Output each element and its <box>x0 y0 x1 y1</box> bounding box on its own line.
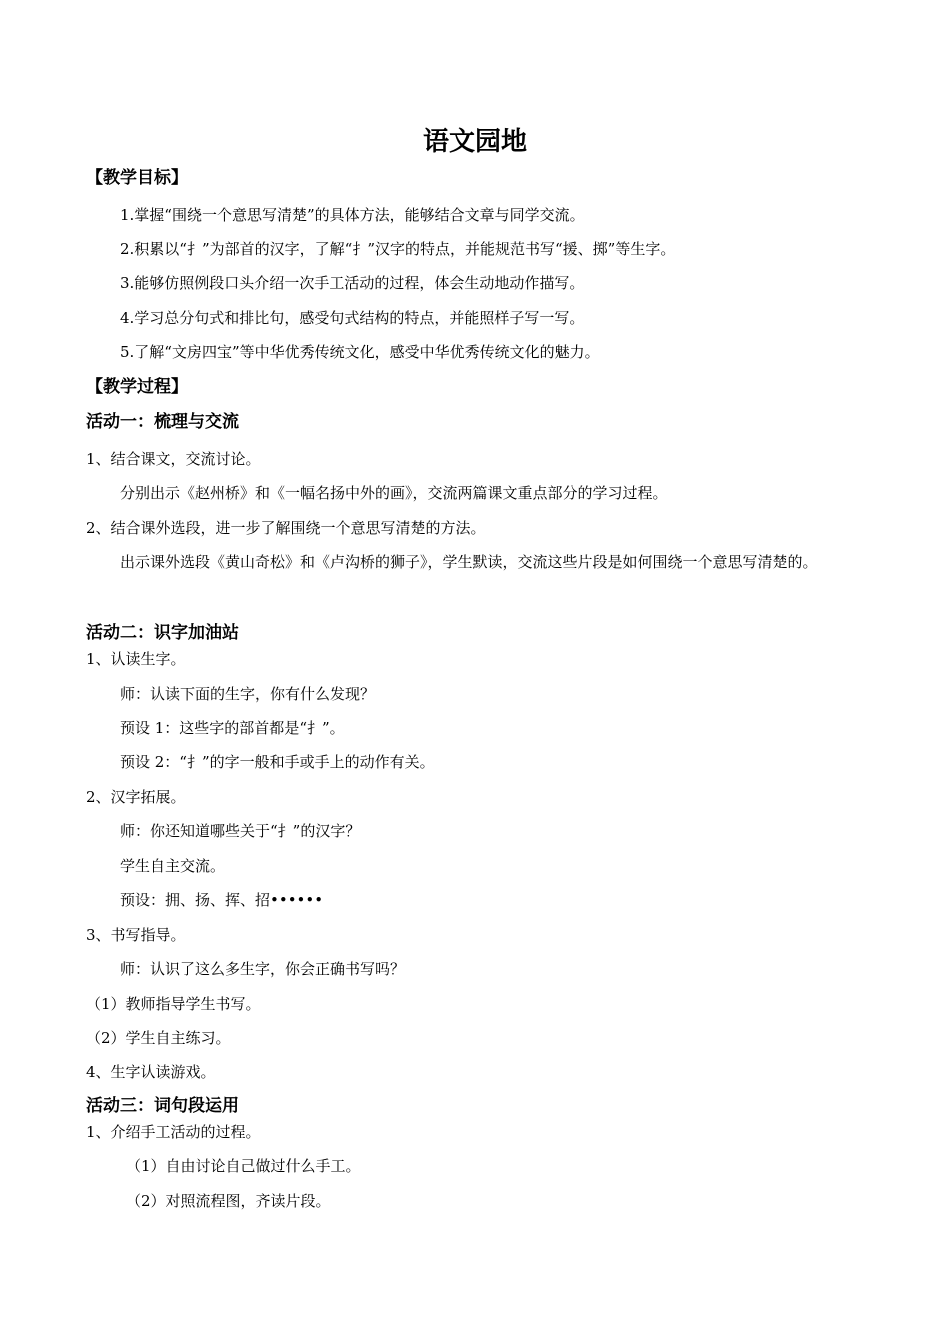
activity2-step3-c: （2）学生自主练习。 <box>86 1029 231 1047</box>
activity1-step1: 1、结合课文，交流讨论。 <box>86 450 261 468</box>
activity2-step3-b: （1）教师指导学生书写。 <box>86 995 261 1013</box>
activity2-step2-b: 学生自主交流。 <box>120 857 226 875</box>
activity2-step4: 4、生字认读游戏。 <box>86 1063 216 1081</box>
activity2-step3: 3、书写指导。 <box>86 926 186 944</box>
goal-item-2: 2.积累以“扌”为部首的汉字，了解“扌”汉字的特点，并能规范书写“援、掷”等生字。 <box>120 240 676 258</box>
activity3-step1-a: （1）自由讨论自己做过什么手工。 <box>126 1157 361 1175</box>
activity2-step2: 2、汉字拓展。 <box>86 788 186 806</box>
activity1-title: 活动一：梳理与交流 <box>86 412 239 432</box>
goal-item-3: 3.能够仿照例段口头介绍一次手工活动的过程，体会生动地动作描写。 <box>120 274 585 292</box>
activity2-step2-a: 师：你还知道哪些关于“扌”的汉字？ <box>120 822 361 840</box>
activity2-step1-a: 师：认读下面的生字，你有什么发现？ <box>120 685 376 703</box>
process-heading: 【教学过程】 <box>86 377 188 397</box>
goal-item-5: 5.了解“文房四宝”等中华优秀传统文化，感受中华优秀传统文化的魅力。 <box>120 343 600 361</box>
activity2-step1: 1、认读生字。 <box>86 650 186 668</box>
activity2-step1-c: 预设 2：“扌”的字一般和手或手上的动作有关。 <box>120 753 435 771</box>
goal-item-1: 1.掌握“围绕一个意思写清楚”的具体方法，能够结合文章与同学交流。 <box>120 206 585 224</box>
activity2-title: 活动二：识字加油站 <box>86 623 239 643</box>
activity3-title: 活动三：词句段运用 <box>86 1096 239 1116</box>
goals-heading: 【教学目标】 <box>86 168 188 188</box>
activity1-step2-text: 出示课外选段《黄山奇松》和《卢沟桥的狮子》，学生默读，交流这些片段是如何围绕一个意思写清楚的。 <box>120 553 818 571</box>
activity3-step1: 1、介绍手工活动的过程。 <box>86 1123 261 1141</box>
activity3-step1-b: （2）对照流程图，齐读片段。 <box>126 1192 331 1210</box>
activity2-step1-b: 预设 1：这些字的部首都是“扌”。 <box>120 719 345 737</box>
document-title: 语文园地 <box>422 127 527 157</box>
activity1-step1-text: 分别出示《赵州桥》和《一幅名扬中外的画》，交流两篇课文重点部分的学习过程。 <box>120 484 668 502</box>
goal-item-4: 4.学习总分句式和排比句，感受句式结构的特点，并能照样子写一写。 <box>120 309 585 327</box>
activity2-step2-c: 预设：拥、扬、挥、招•••••• <box>120 891 324 909</box>
activity1-step2: 2、结合课外选段，进一步了解围绕一个意思写清楚的方法。 <box>86 519 486 537</box>
activity2-step3-a: 师：认识了这么多生字，你会正确书写吗？ <box>120 960 406 978</box>
